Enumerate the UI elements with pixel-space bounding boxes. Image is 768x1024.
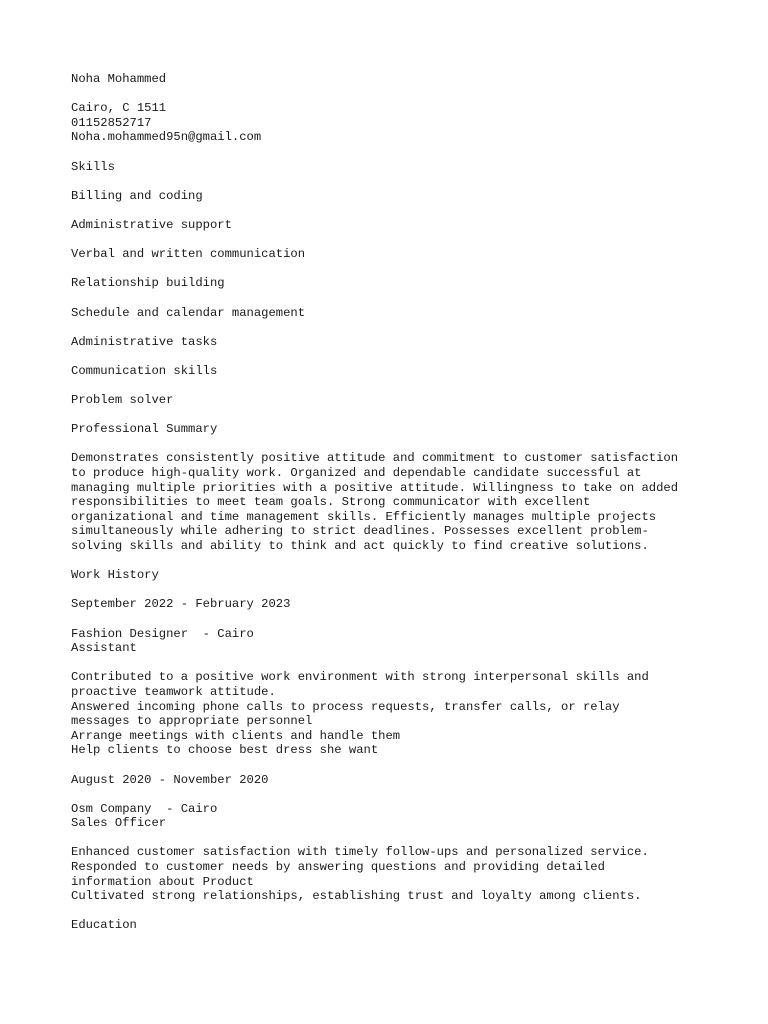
job-duty-line: Enhanced customer satisfaction with timely follow-ups and personalized service. — [71, 845, 649, 860]
contact-block — [71, 101, 708, 145]
job-duty-line: Arrange meetings with clients and handle them — [71, 728, 401, 743]
job-employer: Fashion Designer - Cairo — [71, 626, 254, 641]
job-title: Assistant — [71, 641, 137, 656]
skill-item: Administrative support — [71, 217, 232, 232]
work-heading — [71, 568, 708, 583]
skill-item: Schedule and calendar management — [71, 305, 306, 320]
name-text: Noha Mohammed — [71, 72, 167, 86]
job-dates: September 2022 - February 2023 — [71, 597, 291, 612]
contact-address: Cairo, C 1511 — [71, 101, 167, 116]
summary-line: solving skills and ability to think and act quickly to find creative solutions. — [71, 539, 649, 553]
contact-phone: 01152852717 — [71, 115, 152, 130]
job-duty-line: Contributed to a positive work environment with strong interpersonal skills and — [71, 670, 649, 685]
summary-line: responsibilities to meet team goals. Strong communicator with excellent — [71, 495, 591, 510]
summary-heading — [71, 422, 708, 437]
job-duty-line: Help clients to choose best dress she want — [71, 743, 379, 758]
job-entry — [71, 597, 708, 758]
education-heading-text: Education — [71, 918, 137, 933]
candidate-name — [71, 72, 708, 87]
work-heading-text: Work History — [71, 568, 159, 583]
job-employer: Osm Company - Cairo — [71, 801, 218, 816]
summary-line: simultaneously while adhering to strict deadlines. Possesses excellent problem- — [71, 524, 649, 539]
summary-heading-text: Professional Summary — [71, 422, 218, 437]
job-duty-line: proactive teamwork attitude. — [71, 684, 276, 699]
skills-heading-text: Skills — [71, 159, 115, 174]
skills-heading — [71, 160, 708, 175]
job-title: Sales Officer — [71, 816, 167, 831]
contact-email: Noha.mohammed95n@gmail.com — [71, 130, 262, 145]
summary-line: to produce high-quality work. Organized and dependable candidate successful at — [71, 466, 642, 481]
summary-paragraph — [71, 451, 708, 553]
education-heading — [71, 918, 708, 933]
job-dates: August 2020 - November 2020 — [71, 772, 269, 787]
job-duty-line: Responded to customer needs by answering questions and providing detailed — [71, 860, 605, 875]
summary-line: organizational and time management skills. Efficiently manages multiple projects — [71, 509, 657, 524]
summary-line: Demonstrates consistently positive attitude and commitment to customer satisfaction — [71, 451, 679, 466]
job-duty-line: messages to appropriate personnel — [71, 714, 313, 729]
skill-item: Relationship building — [71, 276, 225, 291]
job-entry — [71, 773, 708, 904]
skill-item: Administrative tasks — [71, 334, 218, 349]
skill-item: Communication skills — [71, 363, 218, 378]
skill-item: Billing and coding — [71, 188, 203, 203]
job-duty-line: Cultivated strong relationships, establishing trust and loyalty among clients. — [71, 889, 642, 904]
skill-item: Verbal and written communication — [71, 247, 306, 262]
job-duty-line: Answered incoming phone calls to process requests, transfer calls, or relay — [71, 699, 620, 714]
job-duty-line: information about Product — [71, 874, 254, 889]
skill-item: Problem solver — [71, 393, 174, 408]
skills-list — [71, 189, 708, 408]
summary-line: managing multiple priorities with a positive attitude. Willingness to take on added — [71, 480, 679, 495]
